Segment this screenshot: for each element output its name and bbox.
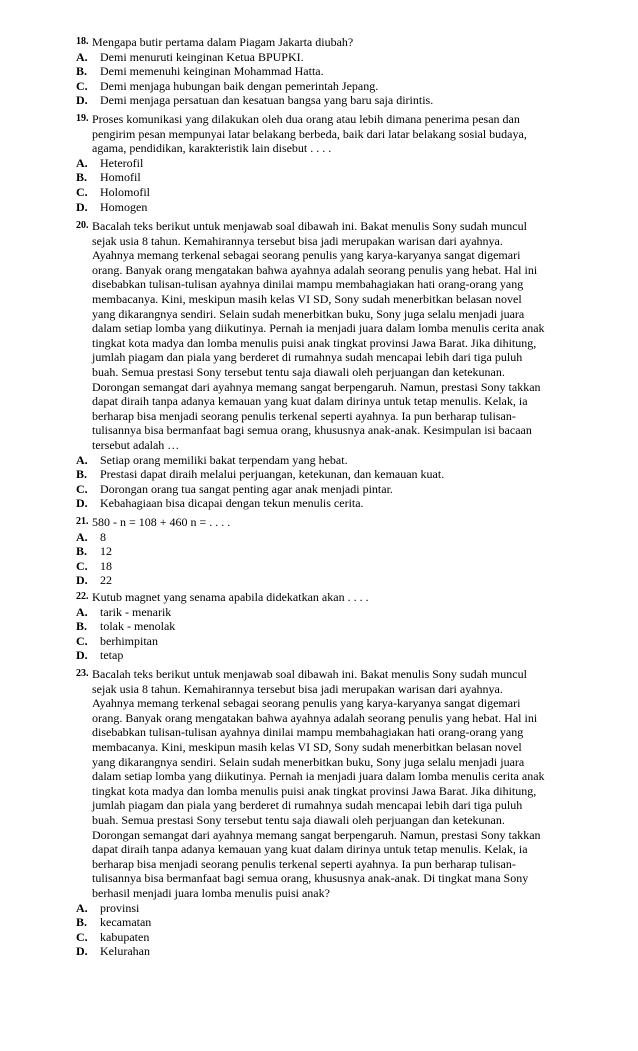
option-text: Kebahagiaan bisa dicapai dengan tekun menulis cerita. (100, 496, 364, 511)
option-text: tetap (100, 648, 124, 663)
option-text: 12 (100, 544, 112, 559)
option-a (76, 605, 566, 620)
option-b (76, 467, 566, 482)
question-21 (76, 515, 566, 588)
option-text: Homogen (100, 199, 148, 214)
question-text-line: dalam setiap lomba yang diikutinya. Pernah ia menjadi juara dalam lomba menulis cerita anak (92, 321, 545, 336)
option-text: Holomofil (100, 184, 150, 199)
question-text-line: jumlah piagam dan piala yang berderet di rumahnya sudah mencapai lebih dari tiga puluh (92, 798, 523, 813)
question-text-line: dalam setiap lomba yang diikutinya. Pernah ia menjadi juara dalam lomba menulis cerita anak (92, 769, 545, 784)
question-text-line: Dorongan semangat dari ayahnya memang sangat berpengaruh. Namun, prestasi Sony takkan (92, 827, 541, 842)
option-letter: B. (76, 170, 88, 185)
question-text-line: Bacalah teks berikut untuk menjawab soal dibawah ini. Bakat menulis Sony sudah muncul (92, 667, 527, 681)
question-text-line: Kutub magnet yang senama apabila didekatkan akan . . . . (92, 590, 369, 604)
question-20 (76, 219, 566, 511)
question-text-line: tersebut adalah … (92, 437, 180, 452)
option-letter: C. (76, 481, 88, 496)
question-text-line: membacanya. Kini, meskipun masih kelas VI SD, Sony sudah menerbitkan belasan novel (92, 739, 522, 754)
option-a (76, 156, 566, 171)
option-letter: D. (76, 496, 88, 511)
question-stem (76, 35, 566, 50)
question-text-line: disebabkan tulisan-tulisan ayahnya dinilai mampu membahagiakan hati orang-orang yang (92, 277, 524, 292)
option-letter: C. (76, 558, 88, 573)
question-text-line: Ayahnya memang terkenal sebagai seorang penulis yang karya-karyanya sangat digemari (92, 248, 521, 263)
question-19 (76, 112, 566, 214)
option-letter: C. (76, 929, 88, 944)
option-c (76, 185, 566, 200)
question-stem (76, 219, 566, 453)
question-number: 21. (76, 516, 89, 527)
question-text-line: tingkat kota madya dan lomba menulis puisi anak tingkat provinsi Jawa Barat. Jika dihitung, (92, 783, 537, 798)
option-b (76, 544, 566, 559)
option-text: provinsi (100, 900, 140, 915)
option-text: Demi memenuhi keinginan Mohammad Hatta. (100, 64, 324, 79)
option-a (76, 901, 566, 916)
option-text: berhimpitan (100, 633, 158, 648)
question-number: 22. (76, 591, 89, 602)
question-text-line: sejak usia 8 tahun. Kemahirannya tersebut bisa jadi merupakan warisan dari ayahnya. (92, 681, 503, 696)
question-number: 20. (76, 220, 89, 231)
option-letter: C. (76, 78, 88, 93)
option-a (76, 50, 566, 65)
question-23 (76, 667, 566, 959)
option-b (76, 64, 566, 79)
option-letter: D. (76, 648, 88, 663)
option-text: 18 (100, 558, 112, 573)
option-c (76, 930, 566, 945)
option-letter: B. (76, 544, 88, 559)
option-text: Kelurahan (100, 944, 150, 959)
option-d (76, 573, 566, 588)
option-b (76, 915, 566, 930)
option-text: Demi menuruti keinginan Ketua BPUPKI. (100, 49, 304, 64)
option-letter: B. (76, 467, 88, 482)
option-letter: B. (76, 915, 88, 930)
option-c (76, 559, 566, 574)
question-text-line: jumlah piagam dan piala yang berderet di rumahnya sudah mencapai lebih dari tiga puluh (92, 350, 523, 365)
option-a (76, 530, 566, 545)
question-text-line: tulisannya bisa bermanfaat bagi semua orang, khususnya anak-anak. Kesimpulan isi bacaan (92, 423, 532, 438)
option-text: Setiap orang memiliki bakat terpendam yang hebat. (100, 452, 348, 467)
option-letter: D. (76, 93, 88, 108)
option-text: tarik - menarik (100, 604, 172, 619)
question-text-line: dapat diraih tanpa adanya kemauan yang kuat dalam dirinya untuk tetap menulis. Kelak, ia (92, 394, 528, 409)
question-text-line: yang dikarangnya sendiri. Selain sudah menerbitkan buku, Sony juga selalu menjadi juara (92, 754, 525, 769)
option-d (76, 200, 566, 215)
question-text-line: tulisannya bisa bermanfaat bagi semua orang, khususnya anak-anak. Di tingkat mana Sony (92, 871, 529, 886)
option-a (76, 453, 566, 468)
question-text-line: Dorongan semangat dari ayahnya memang sangat berpengaruh. Namun, prestasi Sony takkan (92, 379, 541, 394)
option-b (76, 170, 566, 185)
question-number: 19. (76, 113, 89, 124)
option-text: 22 (100, 573, 112, 588)
option-text: kabupaten (100, 929, 150, 944)
question-text-line: sejak usia 8 tahun. Kemahirannya tersebut bisa jadi merupakan warisan dari ayahnya. (92, 233, 503, 248)
question-text-line: Mengapa butir pertama dalam Piagam Jakarta diubah? (92, 35, 354, 49)
question-text-line: orang. Banyak orang mengatakan bahwa ayahnya adalah seorang penulis yang hebat. Hal ini (92, 262, 538, 277)
question-text-line: tingkat kota madya dan lomba menulis puisi anak tingkat provinsi Jawa Barat. Jika dihitung, (92, 335, 537, 350)
question-text-line: orang. Banyak orang mengatakan bahwa ayahnya adalah seorang penulis yang hebat. Hal ini (92, 710, 538, 725)
option-text: Demi menjaga persatuan dan kesatuan bangsa yang baru saja dirintis. (100, 93, 434, 108)
option-letter: A. (76, 604, 88, 619)
option-letter: B. (76, 64, 88, 79)
question-22 (76, 590, 566, 663)
question-text-line: buah. Semua prestasi Sony tersebut tentu saja diawali oleh perjuangan dan ketekunan. (92, 812, 505, 827)
option-d (76, 648, 566, 663)
option-letter: A. (76, 49, 88, 64)
question-stem (76, 667, 566, 901)
option-letter: A. (76, 900, 88, 915)
question-text-line: 580 - n = 108 + 460 n = . . . . (92, 515, 231, 529)
option-text: 8 (100, 529, 106, 544)
option-text: Prestasi dapat diraih melalui perjuangan, ketekunan, dan kemauan kuat. (100, 467, 445, 482)
question-text-line: Bacalah teks berikut untuk menjawab soal dibawah ini. Bakat menulis Sony sudah muncul (92, 219, 527, 233)
option-letter: B. (76, 619, 88, 634)
option-text: tolak - menolak (100, 619, 176, 634)
question-text-line: agama, pendidikan, karakteristik lain disebut . . . . (92, 141, 332, 156)
question-text-line: buah. Semua prestasi Sony tersebut tentu saja diawali oleh perjuangan dan ketekunan. (92, 364, 505, 379)
question-stem (76, 112, 566, 156)
question-number: 18. (76, 36, 89, 47)
question-text-line: disebabkan tulisan-tulisan ayahnya dinilai mampu membahagiakan hati orang-orang yang (92, 725, 524, 740)
option-letter: C. (76, 633, 88, 648)
option-c (76, 482, 566, 497)
option-letter: D. (76, 573, 88, 588)
option-c (76, 634, 566, 649)
option-letter: C. (76, 184, 88, 199)
option-text: Heterofil (100, 155, 144, 170)
question-text-line: berhasil menjadi juara lomba menulis puisi anak? (92, 885, 330, 900)
option-c (76, 79, 566, 94)
question-text-line: berharap bisa menjadi seorang penulis terkenal seperti ayahnya. Ia pun berharap tulisan- (92, 408, 516, 423)
option-text: Demi menjaga hubungan baik dengan pemerintah Jepang. (100, 78, 379, 93)
question-stem (76, 515, 566, 530)
option-letter: A. (76, 155, 88, 170)
option-d (76, 93, 566, 108)
question-text-line: Proses komunikasi yang dilakukan oleh dua orang atau lebih dimana penerima pesan dan (92, 112, 520, 126)
question-stem (76, 590, 566, 605)
option-d (76, 496, 566, 511)
option-letter: D. (76, 199, 88, 214)
question-text-line: dapat diraih tanpa adanya kemauan yang kuat dalam dirinya untuk tetap menulis. Kelak, ia (92, 842, 528, 857)
option-text: Homofil (100, 170, 141, 185)
option-letter: A. (76, 529, 88, 544)
question-text-line: membacanya. Kini, meskipun masih kelas VI SD, Sony sudah menerbitkan belasan novel (92, 291, 522, 306)
question-text-line: Ayahnya memang terkenal sebagai seorang penulis yang karya-karyanya sangat digemari (92, 696, 521, 711)
question-text-line: pengirim pesan mempunyai latar belakang berbeda, baik dari latar belakang sosial budaya, (92, 126, 527, 141)
option-letter: A. (76, 452, 88, 467)
question-text-line: yang dikarangnya sendiri. Selain sudah menerbitkan buku, Sony juga selalu menjadi juara (92, 306, 525, 321)
question-text-line: berharap bisa menjadi seorang penulis terkenal seperti ayahnya. Ia pun berharap tulisan- (92, 856, 516, 871)
option-d (76, 944, 566, 959)
question-number: 23. (76, 668, 89, 679)
option-text: kecamatan (100, 915, 152, 930)
option-text: Dorongan orang tua sangat penting agar anak menjadi pintar. (100, 481, 393, 496)
question-18 (76, 35, 566, 108)
option-b (76, 619, 566, 634)
option-letter: D. (76, 944, 88, 959)
